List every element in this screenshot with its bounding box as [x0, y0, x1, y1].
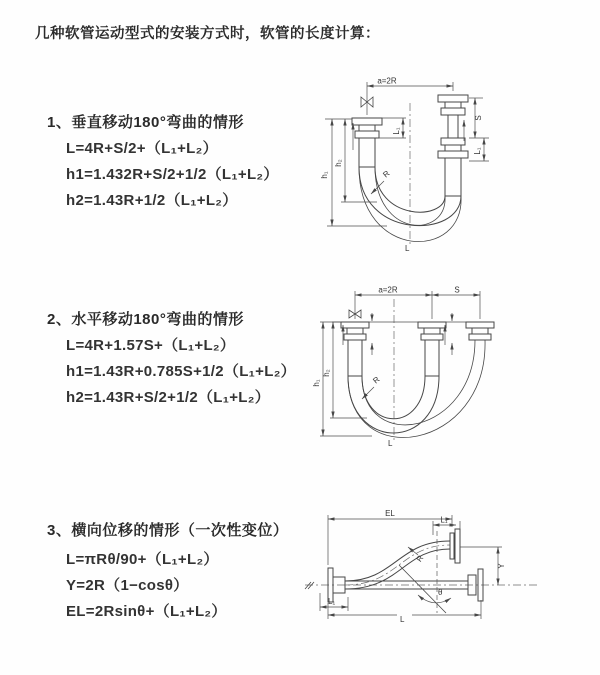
dim-s-travel: [469, 98, 489, 138]
dim-h1-label: h₁: [320, 171, 329, 179]
curved-hose-displaced-position: [345, 541, 450, 589]
radius-label: R: [371, 374, 382, 386]
dim-l1-right-label: L₁: [473, 147, 482, 155]
length-label: L: [388, 439, 393, 448]
section3-formula-Y: Y=2R（1−cosθ）: [66, 577, 189, 594]
section3-formula-L: L=πRθ/90+（L₁+L₂）: [66, 551, 219, 568]
page-title: 几种软管运动型式的安装方式时，软管的长度计算：: [35, 26, 380, 42]
length-label: L: [405, 244, 410, 253]
upper-flange: [450, 529, 460, 563]
radius-label: R: [414, 553, 426, 564]
section1-formula-L: L=4R+S/2+（L₁+L₂）: [66, 140, 218, 157]
right-leg-fitting: [438, 95, 468, 196]
dim-h1-label: h₁: [312, 379, 321, 387]
middle-leg-fitting: [418, 322, 446, 376]
section3-formula-EL: EL=2Rsinθ+（L₁+L₂）: [66, 603, 227, 620]
dim-a2R-label: a=2R: [377, 76, 397, 86]
dim-h2-label: h₂: [334, 159, 343, 167]
right-leg-fitting: [466, 322, 494, 340]
dim-a2R: [355, 286, 480, 320]
dim-l1-top-label: L₁: [440, 515, 448, 525]
left-leg-fitting: [341, 322, 369, 376]
diagram-vertical-180-bend: [315, 75, 590, 260]
dim-l: [328, 600, 481, 624]
dim-l1-bottom-label: L₁: [328, 597, 336, 606]
section1-formula-h2: h2=1.43R+1/2（L₁+L₂）: [66, 192, 238, 209]
section1-heading: 1、垂直移动180°弯曲的情形: [47, 114, 244, 131]
section2-heading: 2、水平移动180°弯曲的情形: [47, 311, 244, 328]
diagram-lateral-displacement: [300, 505, 600, 653]
dim-l-label: L: [400, 615, 405, 624]
dim-el: [328, 509, 452, 565]
dim-l1-left: [377, 118, 406, 138]
dim-el-label: EL: [385, 509, 395, 518]
left-leg-fitting: [352, 118, 382, 167]
hose-u-bend: [348, 340, 485, 438]
section1-formula-h1: h1=1.432R+S/2+1/2（L₁+L₂）: [66, 166, 279, 183]
dim-a2R-label: a=2R: [378, 285, 398, 295]
dim-y-label: Y: [497, 563, 506, 569]
angle-construction: [399, 531, 451, 613]
section2-formula-L: L=4R+1.57S+（L₁+L₂）: [66, 337, 236, 354]
section2-formula-h1: h1=1.43R+0.785S+1/2（L₁+L₂）: [66, 363, 296, 380]
dim-l1-bottom: [320, 593, 348, 611]
dim-l1-right: [469, 138, 489, 161]
dim-l1-left-label: L₁: [392, 127, 401, 135]
dim-s-label: S: [454, 285, 460, 295]
dim-s-travel: [432, 286, 480, 296]
dim-h2-label: h₂: [322, 369, 331, 377]
radius-label: R: [381, 168, 392, 180]
radius-callout: [371, 169, 392, 194]
angle-label: θ: [438, 588, 443, 597]
section3-heading: 3、横向位移的情形（一次性变位）: [47, 522, 289, 539]
section2-formula-h2: h2=1.43R+S/2+1/2（L₁+L₂）: [66, 389, 271, 406]
break-symbol: [305, 582, 314, 589]
dim-s-label: S: [474, 115, 483, 121]
diagram-horizontal-180-bend: [312, 283, 592, 451]
